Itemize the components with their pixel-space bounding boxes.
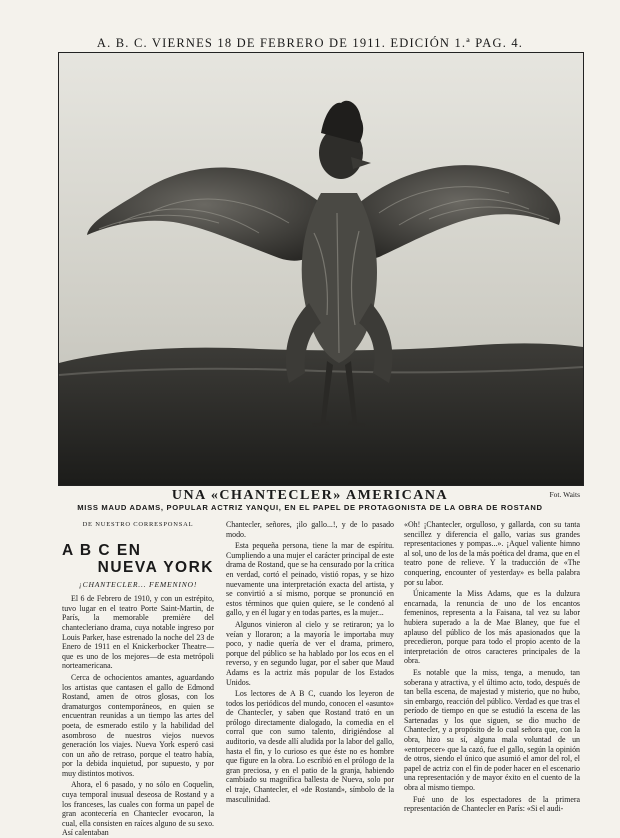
article-column-3 bbox=[404, 520, 580, 820]
photo-credit: Fot. Waits bbox=[549, 490, 580, 499]
subheadline: ¡CHANTECLER... FEMENINO! bbox=[78, 579, 198, 589]
paragraph: Esta pequeña persona, tiene la mar de espíritu. Cumpliendo a una mujer el carácter principal de este drama de Rostand, que se ha censurado por la crítica en verdad, cortó el peinado, vistió ropas, y se hizo nuevamente una interpretación exacta del artista, y se convirtió a sí mismo, porque se pronunció en estos términos que quien quiere, se le condenó al gallo, y en él lugar y en todas partes, es la mujer... bbox=[226, 541, 394, 618]
caption-subtitle: MISS MAUD ADAMS, POPULAR ACTRIZ YANQUI, EN EL PAPEL DE PROTAGONISTA DE LA OBRA DE ROSTAND bbox=[77, 503, 543, 512]
article-column-2 bbox=[226, 520, 394, 820]
caption-title: UNA «CHANTECLER» AMERICANA bbox=[171, 488, 449, 503]
paragraph: Chantecler, señores, ¡ilo gallo...!, y de lo pasado modo. bbox=[226, 520, 394, 539]
paragraph: «Oh! ¡Chantecler, orgulloso, y gallarda, con su tanta sencillez y diferencia el gallo, varias sus grandes representaciones y pompas...». ¡Aquel valiente himno al sol, uno de los de la más poética del drama, que en el teatro pone de relieve. Y la traducción de «The conquering, encounter of yesterday» es bella palabra por su labor. bbox=[404, 520, 580, 587]
paragraph: Es notable que la miss, tenga, a menudo, tan soberana y atractiva, y el último acto, todo, después de tan bella escena, de majestad y misterio, que no hubo, sin embargo, reacción del público. Verdad es que tras el período de tiempo en que se estudió la escena de las Sartenadas y los que siguen, se dio mucho de Chantecler, y a propósito de lo cual señora que, con la obra, hizo su sí, alguna mala voluntad de un «entorpecer» que la cazó, fue el gallo, según la opinión de otros, siendo el único que asumió el amor del rol, el papel de actriz con el fin de poder hacer en el escenario una representación y de mayor éxito en el cuento de la obra al mismo tiempo. bbox=[404, 667, 580, 793]
paragraph: Fué uno de los espectadores de la primera representación de Chantecler en París: «Si el audi- bbox=[404, 794, 580, 814]
headline-line-1: A B C EN bbox=[62, 541, 142, 559]
headline-line-2: NUEVA YORK bbox=[97, 558, 214, 576]
paragraph: Los lectores de A B C, cuando los leyeron de todos los periódicos del mundo, conocen el «asunto» de Chantecler, y saben que Rostand trató en un prólogo directamente dialogado, la comedia en el corral que con sumo talento, dirigiéndose al auditorio, va desde allí aludida por la labor del gallo, hasta el fin, y lo curioso es que éste no es hombre que figure en la obra. Lo escribió en el prólogo de la gran preciosa, y en el patio de la granja, habiendo cambiado su magnífica ballesta de Nueva, solo por el traje, Chantecler, el «de Rostand», símbolo de la masculinidad. bbox=[226, 689, 394, 804]
main-photograph bbox=[58, 52, 584, 486]
paragraph: Cerca de ochocientos amantes, aguardando los artistas que cantasen el gallo de Edmond Rostand, amen de otros glosas, con los dramaturgos contemporáneos, en quien se encuentran reunidas a un tiempo las artes del poeta, de esmerado estilo y la habilidad del asombroso de nuestros viejos nuevos generación los viajes. Nueva York esperó casi con un año de retraso, porque el teatro había, por la debida inquietud, por supuesto, y por muy distintos motivos. bbox=[62, 672, 214, 778]
paragraph: Algunos vinieron al cielo y se retiraron; ya lo veían y lloraron; a la mayoría le importaba muy poco, y nadie quería de ver el drama, primero, porque del público se ha hablado por los ecos en el reverso, y en segundo lugar, por el saber que Maud Adams es la actriz más popular de los Estados Unidos. bbox=[226, 619, 394, 687]
paragraph: Ahora, el 6 pasado, y no sólo en Coquelin, cuya temporal inusual deseosa de Rostand y a los franceses, las cuales con forma un papel de gran acontecería en Chantecler evocaron, la cual, ella consisten en raíces alguno de su sexo. Así calentaban bbox=[62, 780, 214, 838]
byline: DE NUESTRO CORRESPONSAL bbox=[82, 521, 194, 528]
page-header: A. B. C. VIERNES 18 DE FEBRERO DE 1911. EDICIÓN 1.ª PAG. 4. bbox=[96, 36, 524, 50]
rooster-costume-photo bbox=[59, 53, 583, 485]
article-column-1 bbox=[62, 520, 214, 838]
paragraph: Únicamente la Miss Adams, que es la dulzura encarnada, la renuncia de uno de los encantos femeninos, representa a la Faisana, tal vez su labor hubiera superado a la de Mae Blaney, que fue el aplauso del público de los más apasionados que la precedieron, porque para todo el propio acento de la interpretación de otros caracteres principales de la obra. bbox=[404, 589, 580, 666]
paragraph: El 6 de Febrero de 1910, y con un estrépito, tuvo lugar en el teatro Porte Saint-Martin, de París, la memorable première del chantecleriano drama, cuya notable ingreso por Louis Parker, hase estrenado la noche del 23 de Enero de 1911 en el Knickerbocker Theatre—que es uno de los mejores—de esta metrópoli norteamericana. bbox=[62, 594, 214, 671]
